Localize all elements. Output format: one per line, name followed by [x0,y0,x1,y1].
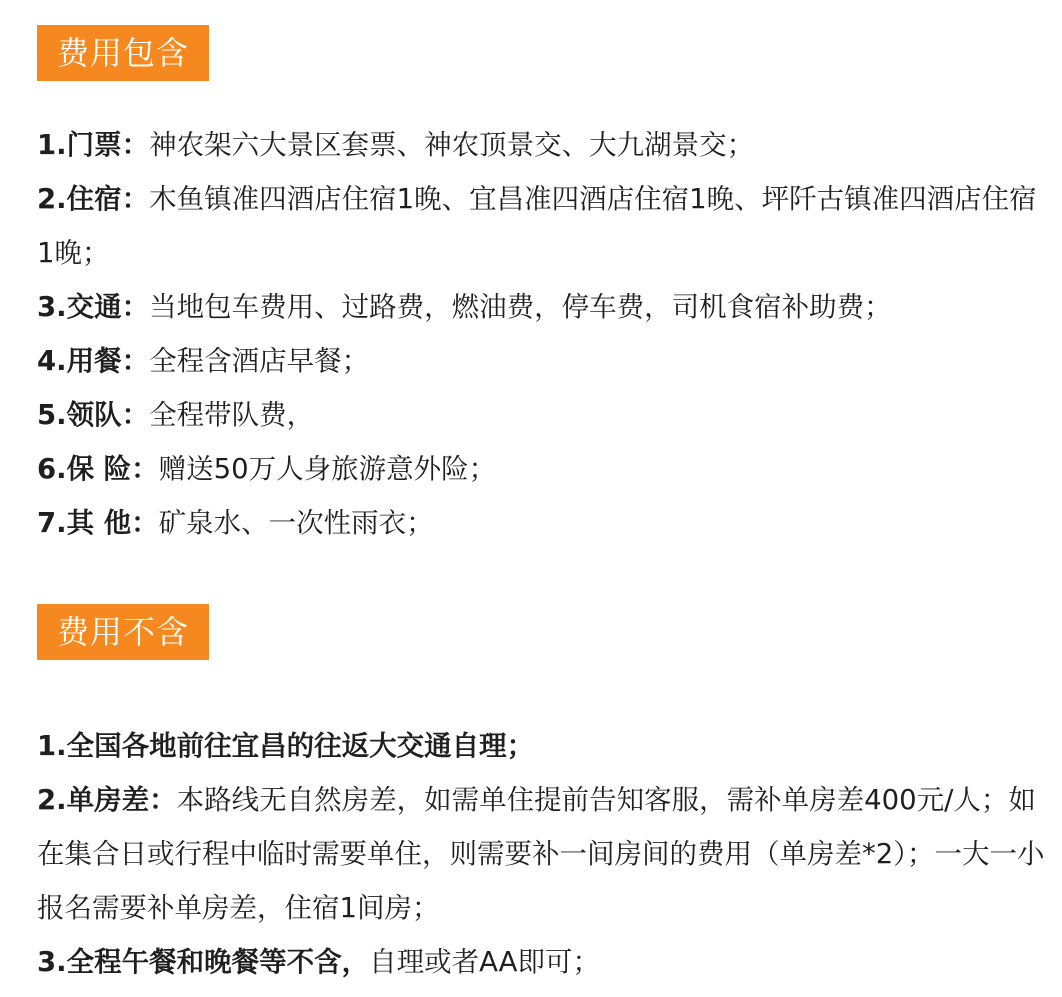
item-label: 1.全国各地前往宜昌的往返大交通自理； [37,730,535,762]
list-item [37,773,1052,935]
item-label: 4.用餐： [37,345,150,377]
item-label: 3.交通： [37,291,150,323]
item-text: 自理或者AA即可； [369,946,600,978]
excluded-list [37,719,1052,989]
list-item [37,280,1052,334]
list-item [37,388,1052,442]
list-item [37,172,1052,280]
list-item [37,118,1052,172]
item-text: 当地包车费用、过路费，燃油费，停车费，司机食宿补助费； [149,291,892,323]
item-text: 全程带队费， [149,399,315,431]
list-item [37,496,1052,550]
section-title-included: 费用包含 [37,25,209,81]
included-list [37,118,1052,550]
item-text: 赠送50万人身旅游意外险； [158,453,497,485]
list-item [37,719,1052,773]
item-label: 2.单房差： [37,784,177,816]
item-text: 本路线无自然房差，如需单住提前告知客服，需补单房差400元/人；如在集合日或行程中临时需要单住，则需要补一间房间的费用（单房差*2）；一大一小报名需要补单房差，住宿1间房； [37,784,1045,924]
item-label: 6.保 险： [37,453,159,485]
item-label: 7.其 他： [37,507,159,539]
item-label: 2.住宿： [37,183,150,215]
item-text: 矿泉水、一次性雨衣； [158,507,434,539]
list-item [37,442,1052,496]
list-item [37,334,1052,388]
item-label: 1.门票： [37,129,150,161]
item-text: 木鱼镇准四酒店住宿1晚、宜昌准四酒店住宿1晚、坪阡古镇准四酒店住宿1晚； [37,183,1037,269]
item-text: 神农架六大景区套票、神农顶景交、大九湖景交； [149,129,755,161]
item-label: 3.全程午餐和晚餐等不含， [37,946,370,978]
item-text: 全程含酒店早餐； [149,345,370,377]
list-item [37,935,1052,989]
item-label: 5.领队： [37,399,150,431]
section-title-excluded: 费用不含 [37,604,209,660]
